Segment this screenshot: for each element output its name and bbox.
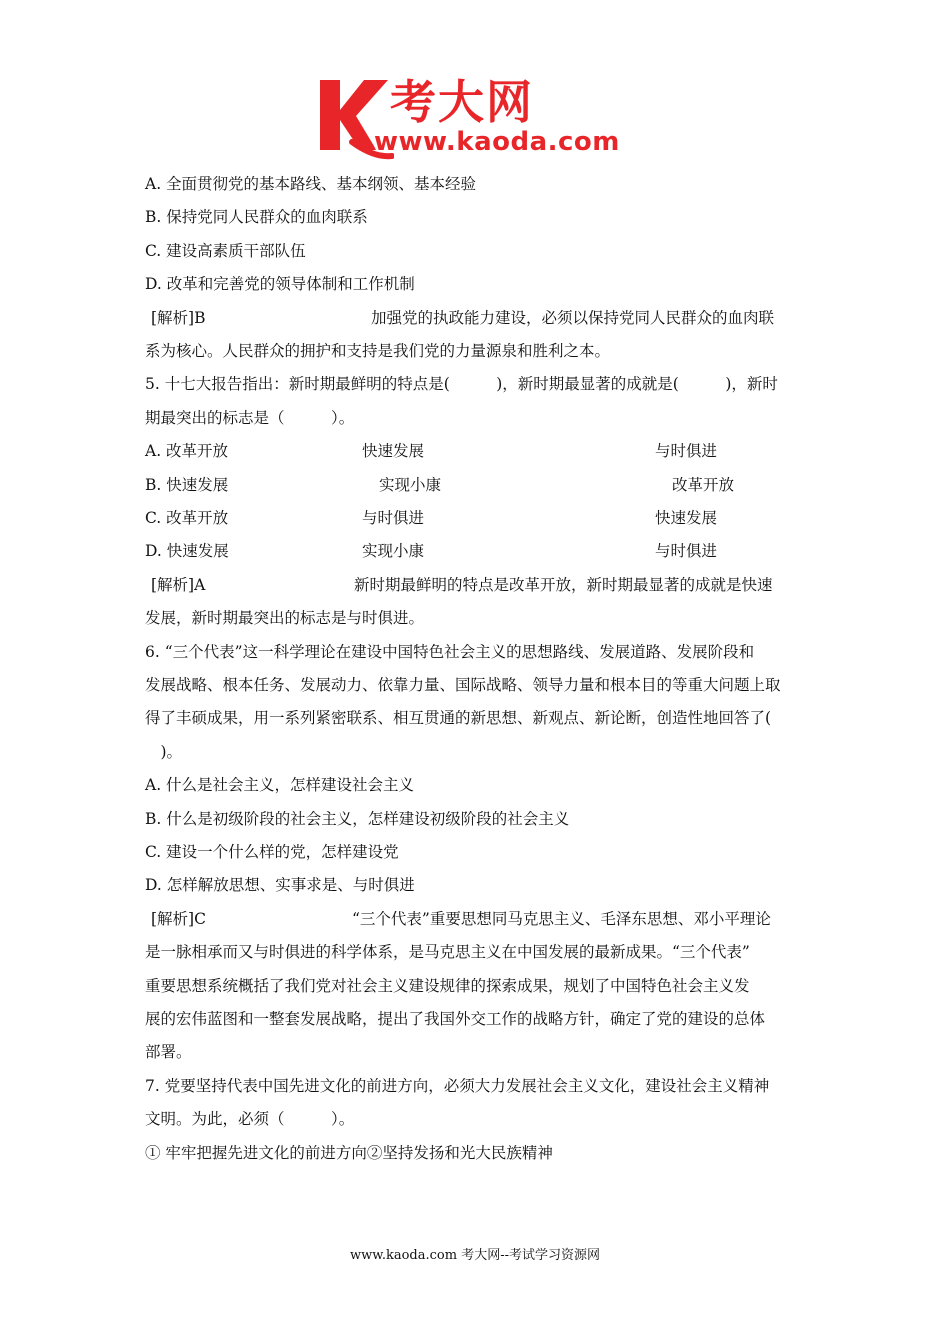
q4-option-a: A. 全面贯彻党的基本路线、基本纲领、基本经验 — [145, 175, 477, 193]
q4-option-d: D. 改革和完善党的领导体制和工作机制 — [145, 275, 415, 294]
q6-option-a: A. 什么是社会主义，怎样建设社会主义 — [145, 776, 415, 795]
q7-stem-line1: 7. 党要坚持代表中国先进文化的前进方向，必须大力发展社会主义文化，建设社会主义精神 — [145, 1076, 770, 1095]
q6-analysis-line4: 展的宏伟蓝图和一整套发展战略，提出了我国外交工作的战略方针，确定了党的建设的总体 — [145, 1010, 766, 1029]
q6-stem-line3: 得了丰硕成果，用一系列紧密联系、相互贯通的新思想、新观点、新论断，创造性地回答了( — [145, 709, 772, 728]
q4-option-b: B. 保持党同人民群众的血肉联系 — [145, 208, 368, 227]
q4-analysis-line1 — [145, 302, 809, 335]
q6-analysis-line1 — [145, 903, 809, 936]
kaoda-logo — [316, 76, 640, 162]
logo-brand-text: 考大网 — [390, 75, 534, 129]
q5-option-b: B. 快速发展 实现小康 改革开放 — [145, 475, 735, 494]
q6-stem-line2: 发展战略、根本任务、发展动力、依靠力量、国际战略、领导力量和根本目的等重大问题上取 — [145, 676, 781, 694]
q4-option-c: C. 建设高素质干部队伍 — [145, 241, 306, 260]
q5-option-d: D. 快速发展 实现小康 与时俱进 — [145, 542, 718, 561]
q5-stem-line1: 5. 十七大报告指出：新时期最鲜明的特点是( )，新时期最显著的成就是( )，新时 — [145, 375, 778, 394]
q6-stem-line1: 6. “三个代表”这一科学理论在建设中国特色社会主义的思想路线、发展道路、发展阶段和 — [145, 642, 755, 661]
q6-option-c: C. 建设一个什么样的党，怎样建设党 — [145, 843, 399, 862]
q4-analysis-label: [解析]B — [151, 308, 206, 327]
q6-option-b: B. 什么是初级阶段的社会主义，怎样建设初级阶段的社会主义 — [145, 809, 570, 828]
q6-analysis-text: “三个代表”重要思想同马克思主义、毛泽东思想、邓小平理论 — [352, 909, 771, 928]
q6-analysis-line2: 是一脉相承而又与时俱进的科学体系，是马克思主义在中国发展的最新成果。“三个代表” — [145, 943, 750, 962]
q5-analysis-line2: 发展，新时期最突出的标志是与时俱进。 — [145, 609, 425, 628]
q6-analysis-label: [解析]C — [151, 909, 206, 928]
q5-analysis-label: [解析]A — [151, 575, 206, 594]
q5-option-a: A. 改革开放 快速发展 与时俱进 — [145, 442, 718, 461]
q5-analysis-text: 新时期最鲜明的特点是改革开放，新时期最显著的成就是快速 — [354, 575, 773, 594]
q7-item-1: ① 牢牢把握先进文化的前进方向②坚持发扬和光大民族精神 — [145, 1143, 553, 1162]
q6-option-d: D. 怎样解放思想、实事求是、与时俱进 — [145, 876, 415, 895]
logo-url-text: www.kaoda.com — [374, 127, 620, 157]
q5-analysis-line1 — [145, 569, 809, 602]
document-body — [145, 168, 809, 1170]
q5-option-c: C. 改革开放 与时俱进 快速发展 — [145, 509, 718, 528]
q6-analysis-line3: 重要思想系统概括了我们党对社会主义建设规律的探索成果，规划了中国特色社会主义发 — [145, 976, 750, 995]
q6-analysis-line5: 部署。 — [145, 1043, 192, 1062]
q4-analysis-line2: 系为核心。人民群众的拥护和支持是我们党的力量源泉和胜利之本。 — [145, 342, 611, 361]
q7-stem-line2: 文明。为此，必须（ ）。 — [145, 1110, 355, 1129]
q5-stem-line2: 期最突出的标志是（ ）。 — [145, 408, 355, 427]
page-footer: www.kaoda.com 考大网--考试学习资源网 — [350, 1248, 600, 1263]
q4-analysis-text: 加强党的执政能力建设，必须以保持党同人民群众的血肉联 — [371, 308, 775, 327]
q6-stem-line4: )。 — [145, 742, 183, 761]
